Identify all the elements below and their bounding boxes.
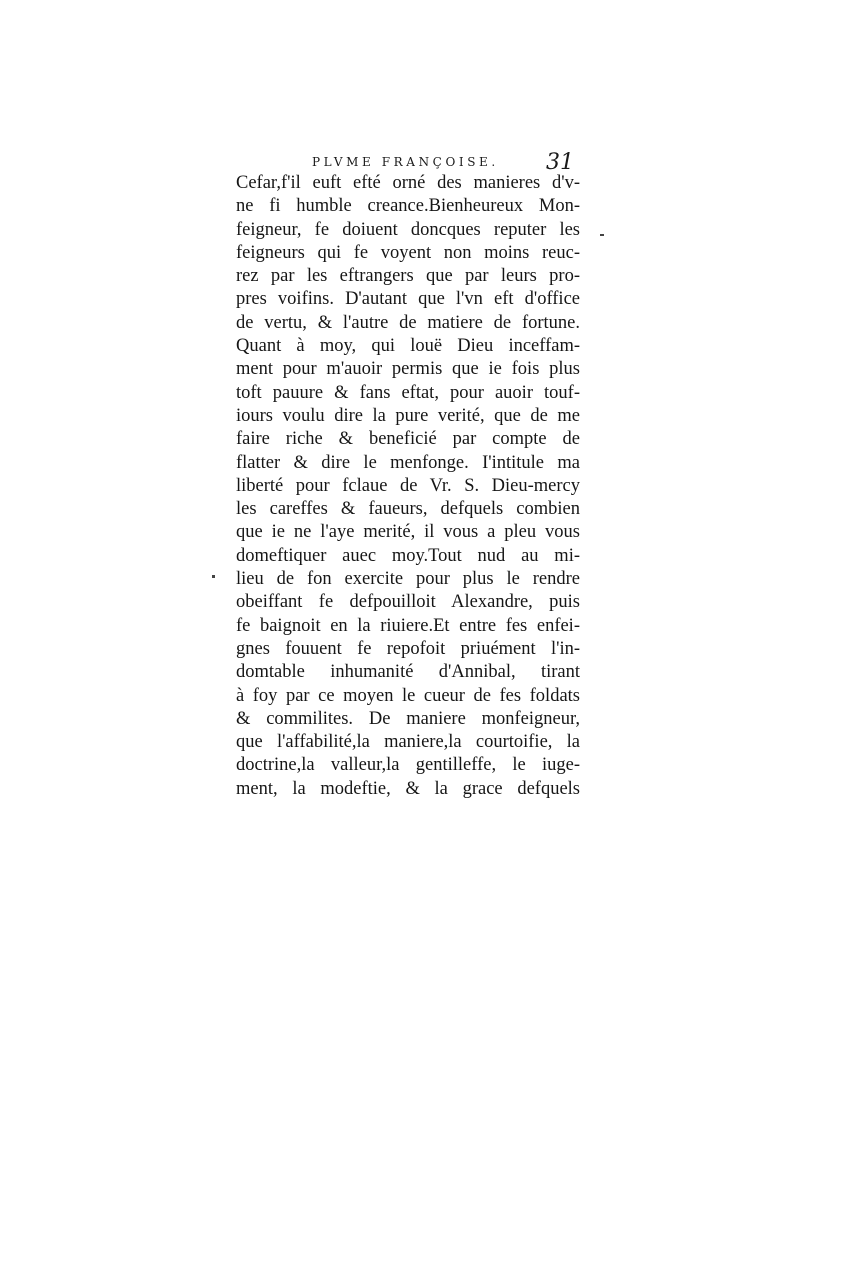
text-line: toft pauure & fans eftat, pour auoir touf-: [236, 382, 580, 403]
text-line: feigneurs qui fe voyent non moins reuc-: [236, 242, 580, 263]
text-line: Cefar,f'il euft efté orné des manieres d'v-: [236, 173, 580, 193]
text-line: fe baignoit en la riuiere.Et entre fes enfei-: [236, 615, 580, 636]
text-line: les careffes & faueurs, defquels combien: [236, 499, 580, 520]
text-line: pres voifins. D'autant que l'vn eft d'office: [236, 289, 580, 310]
text-line: iours voulu dire la pure verité, que de me: [236, 405, 580, 426]
text-line: de vertu, & l'autre de matiere de fortune.: [236, 312, 580, 333]
text-line: Quant à moy, qui louë Dieu inceffam-: [236, 336, 580, 357]
page-number: 31: [546, 150, 574, 175]
ink-speck: [600, 234, 604, 236]
text-line: gnes fouuent fe repofoit priuément l'in-: [236, 638, 580, 659]
text-line: faire riche & beneficié par compte de: [236, 429, 580, 450]
text-line: & commilites. De maniere monfeigneur,: [236, 708, 580, 729]
text-line: flatter & dire le menfonge. I'intitule ma: [236, 452, 580, 473]
text-line: lieu de fon exercite pour plus le rendre: [236, 569, 580, 590]
text-line: ment, la modeftie, & la grace defquels: [236, 778, 580, 799]
running-title: PLVME FRANÇOISE.: [312, 155, 499, 169]
text-line: domtable inhumanité d'Annibal, tirant: [236, 662, 580, 683]
text-line: que l'affabilité,la maniere,la courtoifie, la: [236, 732, 580, 753]
body-text: [236, 172, 580, 801]
text-line: rez par les eftrangers que par leurs pro-: [236, 266, 580, 287]
text-line: ne fi humble creance.Bienheureux Mon-: [236, 196, 580, 217]
text-line: que ie ne l'aye merité, il vous a pleu vous: [236, 522, 580, 543]
text-line: liberté pour fclaue de Vr. S. Dieu-mercy: [236, 475, 580, 496]
text-line: feigneur, fe doiuent doncques reputer les: [236, 219, 580, 240]
text-line: obeiffant fe defpouilloit Alexandre, puis: [236, 592, 580, 613]
ink-speck: [212, 575, 215, 578]
text-line: à foy par ce moyen le cueur de fes foldats: [236, 685, 580, 706]
text-line: doctrine,la valleur,la gentilleffe, le iuge-: [236, 755, 580, 776]
text-line: domeftiquer auec moy.Tout nud au mi-: [236, 545, 580, 566]
text-line: ment pour m'auoir permis que ie fois plus: [236, 359, 580, 380]
